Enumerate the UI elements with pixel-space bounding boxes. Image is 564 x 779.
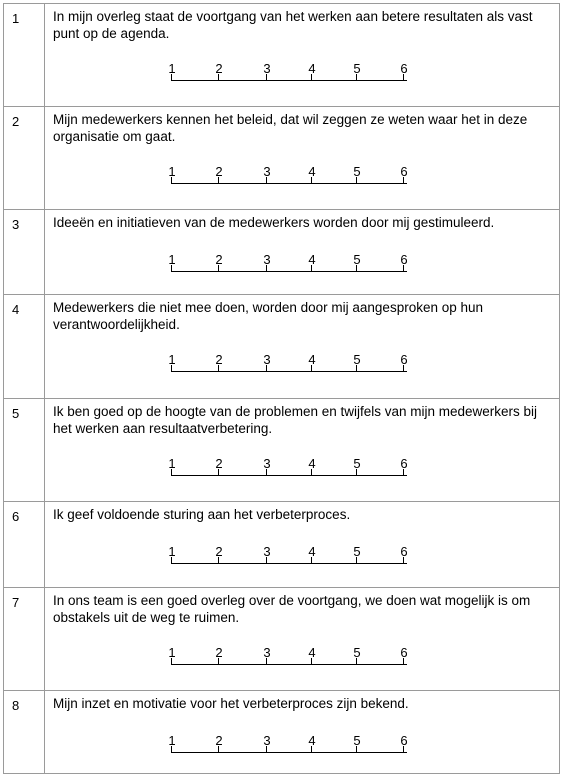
scale-label-6[interactable]: 6	[400, 645, 408, 660]
scale-label-5[interactable]: 5	[353, 164, 361, 179]
scale-label-5[interactable]: 5	[353, 645, 361, 660]
scale-label-3[interactable]: 3	[263, 352, 271, 367]
scale-label-1[interactable]: 1	[168, 456, 176, 471]
question-number: 6	[4, 502, 45, 588]
scale-tick	[266, 365, 267, 371]
question-text: Mijn medewerkers kennen het beleid, dat wil zeggen ze weten waar het in deze organisatie om gaat.	[53, 112, 528, 144]
scale-tick	[311, 557, 312, 563]
scale-label-4[interactable]: 4	[308, 352, 316, 367]
scale-line	[171, 752, 407, 753]
scale-tick	[403, 658, 404, 664]
scale-label-3[interactable]: 3	[263, 733, 271, 748]
scale-tick	[218, 265, 219, 271]
scale-tick	[171, 74, 172, 80]
scale-tick	[266, 746, 267, 752]
scale-label-6[interactable]: 6	[400, 61, 408, 76]
question-row	[4, 691, 560, 774]
scale-tick	[171, 265, 172, 271]
question-row	[4, 588, 560, 691]
question-number: 8	[4, 691, 45, 774]
scale-label-4[interactable]: 4	[308, 252, 316, 267]
question-cell	[45, 399, 560, 502]
scale-label-5[interactable]: 5	[353, 544, 361, 559]
scale-label-6[interactable]: 6	[400, 544, 408, 559]
scale-tick	[218, 746, 219, 752]
question-row	[4, 4, 560, 107]
rating-scale[interactable]	[168, 61, 408, 83]
scale-tick	[356, 74, 357, 80]
scale-label-5[interactable]: 5	[353, 733, 361, 748]
question-text: In ons team is een goed overleg over de voortgang, we doen wat mogelijk is om obstakels uit de weg te ruimen.	[53, 593, 531, 625]
scale-tick	[218, 658, 219, 664]
scale-tick	[311, 265, 312, 271]
question-cell	[45, 295, 560, 399]
rating-scale[interactable]	[168, 544, 408, 566]
question-number: 4	[4, 295, 45, 399]
question-number: 5	[4, 399, 45, 502]
scale-label-4[interactable]: 4	[308, 733, 316, 748]
question-number: 2	[4, 107, 45, 210]
question-cell	[45, 107, 560, 210]
scale-tick	[218, 469, 219, 475]
scale-label-2[interactable]: 2	[215, 352, 223, 367]
question-cell	[45, 502, 560, 588]
scale-label-3[interactable]: 3	[263, 252, 271, 267]
scale-line	[171, 475, 407, 476]
question-cell	[45, 4, 560, 107]
scale-label-1[interactable]: 1	[168, 252, 176, 267]
scale-tick	[311, 658, 312, 664]
scale-label-1[interactable]: 1	[168, 733, 176, 748]
scale-tick	[266, 74, 267, 80]
scale-tick	[171, 469, 172, 475]
scale-tick	[218, 177, 219, 183]
scale-line	[171, 80, 407, 81]
scale-tick	[403, 265, 404, 271]
scale-label-5[interactable]: 5	[353, 252, 361, 267]
scale-tick	[311, 746, 312, 752]
scale-label-5[interactable]: 5	[353, 61, 361, 76]
scale-label-4[interactable]: 4	[308, 645, 316, 660]
scale-label-2[interactable]: 2	[215, 544, 223, 559]
question-row	[4, 295, 560, 399]
scale-tick	[311, 365, 312, 371]
scale-label-2[interactable]: 2	[215, 61, 223, 76]
scale-label-3[interactable]: 3	[263, 544, 271, 559]
scale-label-2[interactable]: 2	[215, 456, 223, 471]
scale-label-1[interactable]: 1	[168, 544, 176, 559]
scale-tick	[403, 365, 404, 371]
question-row	[4, 210, 560, 295]
scale-label-6[interactable]: 6	[400, 456, 408, 471]
scale-label-2[interactable]: 2	[215, 252, 223, 267]
scale-label-2[interactable]: 2	[215, 733, 223, 748]
rating-scale[interactable]	[168, 352, 408, 374]
rating-scale[interactable]	[168, 164, 408, 186]
scale-tick	[356, 557, 357, 563]
question-number: 1	[4, 4, 45, 107]
scale-label-4[interactable]: 4	[308, 164, 316, 179]
scale-tick	[311, 74, 312, 80]
scale-line	[171, 271, 407, 272]
scale-label-2[interactable]: 2	[215, 164, 223, 179]
scale-label-5[interactable]: 5	[353, 456, 361, 471]
scale-line	[171, 664, 407, 665]
scale-label-5[interactable]: 5	[353, 352, 361, 367]
question-text: Mijn inzet en motivatie voor het verbeterproces zijn bekend.	[53, 696, 409, 711]
scale-tick	[356, 177, 357, 183]
scale-tick	[266, 557, 267, 563]
question-cell	[45, 210, 560, 295]
scale-tick	[403, 74, 404, 80]
scale-tick	[266, 177, 267, 183]
question-text: Medewerkers die niet mee doen, worden door mij aangesproken op hun verantwoordelijkheid.	[53, 300, 484, 332]
scale-label-6[interactable]: 6	[400, 252, 408, 267]
questionnaire-table	[3, 3, 560, 774]
scale-tick	[356, 658, 357, 664]
scale-label-2[interactable]: 2	[215, 645, 223, 660]
scale-line	[171, 371, 407, 372]
scale-label-4[interactable]: 4	[308, 456, 316, 471]
scale-label-1[interactable]: 1	[168, 352, 176, 367]
question-text: Ik geef voldoende sturing aan het verbeterproces.	[53, 507, 351, 522]
scale-label-1[interactable]: 1	[168, 61, 176, 76]
scale-label-6[interactable]: 6	[400, 733, 408, 748]
scale-tick	[311, 469, 312, 475]
question-text: Ik ben goed op de hoogte van de problemen en twijfels van mijn medewerkers bij het werken aan resultaatverbetering.	[53, 404, 538, 436]
scale-tick	[171, 746, 172, 752]
scale-label-6[interactable]: 6	[400, 352, 408, 367]
scale-tick	[266, 265, 267, 271]
scale-tick	[311, 177, 312, 183]
scale-tick	[218, 74, 219, 80]
rating-scale[interactable]	[168, 456, 408, 478]
scale-line	[171, 183, 407, 184]
scale-tick	[403, 557, 404, 563]
question-number: 3	[4, 210, 45, 295]
scale-tick	[356, 469, 357, 475]
question-cell	[45, 691, 560, 774]
scale-tick	[403, 469, 404, 475]
rating-scale[interactable]	[168, 645, 408, 667]
scale-tick	[403, 746, 404, 752]
question-row	[4, 399, 560, 502]
scale-tick	[356, 265, 357, 271]
scale-label-1[interactable]: 1	[168, 645, 176, 660]
question-number: 7	[4, 588, 45, 691]
scale-tick	[356, 746, 357, 752]
question-row	[4, 107, 560, 210]
scale-tick	[403, 177, 404, 183]
scale-tick	[266, 469, 267, 475]
scale-label-3[interactable]: 3	[263, 645, 271, 660]
question-text: In mijn overleg staat de voortgang van het werken aan betere resultaten als vast punt op de agenda.	[53, 9, 533, 41]
scale-label-4[interactable]: 4	[308, 61, 316, 76]
question-row	[4, 502, 560, 588]
scale-label-3[interactable]: 3	[263, 164, 271, 179]
scale-tick	[171, 658, 172, 664]
rating-scale[interactable]	[168, 252, 408, 274]
scale-tick	[218, 365, 219, 371]
scale-tick	[171, 365, 172, 371]
scale-line	[171, 563, 407, 564]
scale-tick	[356, 365, 357, 371]
scale-label-1[interactable]: 1	[168, 164, 176, 179]
rating-scale[interactable]	[168, 733, 408, 755]
scale-label-3[interactable]: 3	[263, 61, 271, 76]
question-cell	[45, 588, 560, 691]
question-text: Ideeën en initiatieven van de medewerkers worden door mij gestimuleerd.	[53, 215, 495, 230]
scale-tick	[171, 177, 172, 183]
scale-label-4[interactable]: 4	[308, 544, 316, 559]
scale-tick	[218, 557, 219, 563]
scale-label-3[interactable]: 3	[263, 456, 271, 471]
scale-tick	[171, 557, 172, 563]
scale-label-6[interactable]: 6	[400, 164, 408, 179]
scale-tick	[266, 658, 267, 664]
